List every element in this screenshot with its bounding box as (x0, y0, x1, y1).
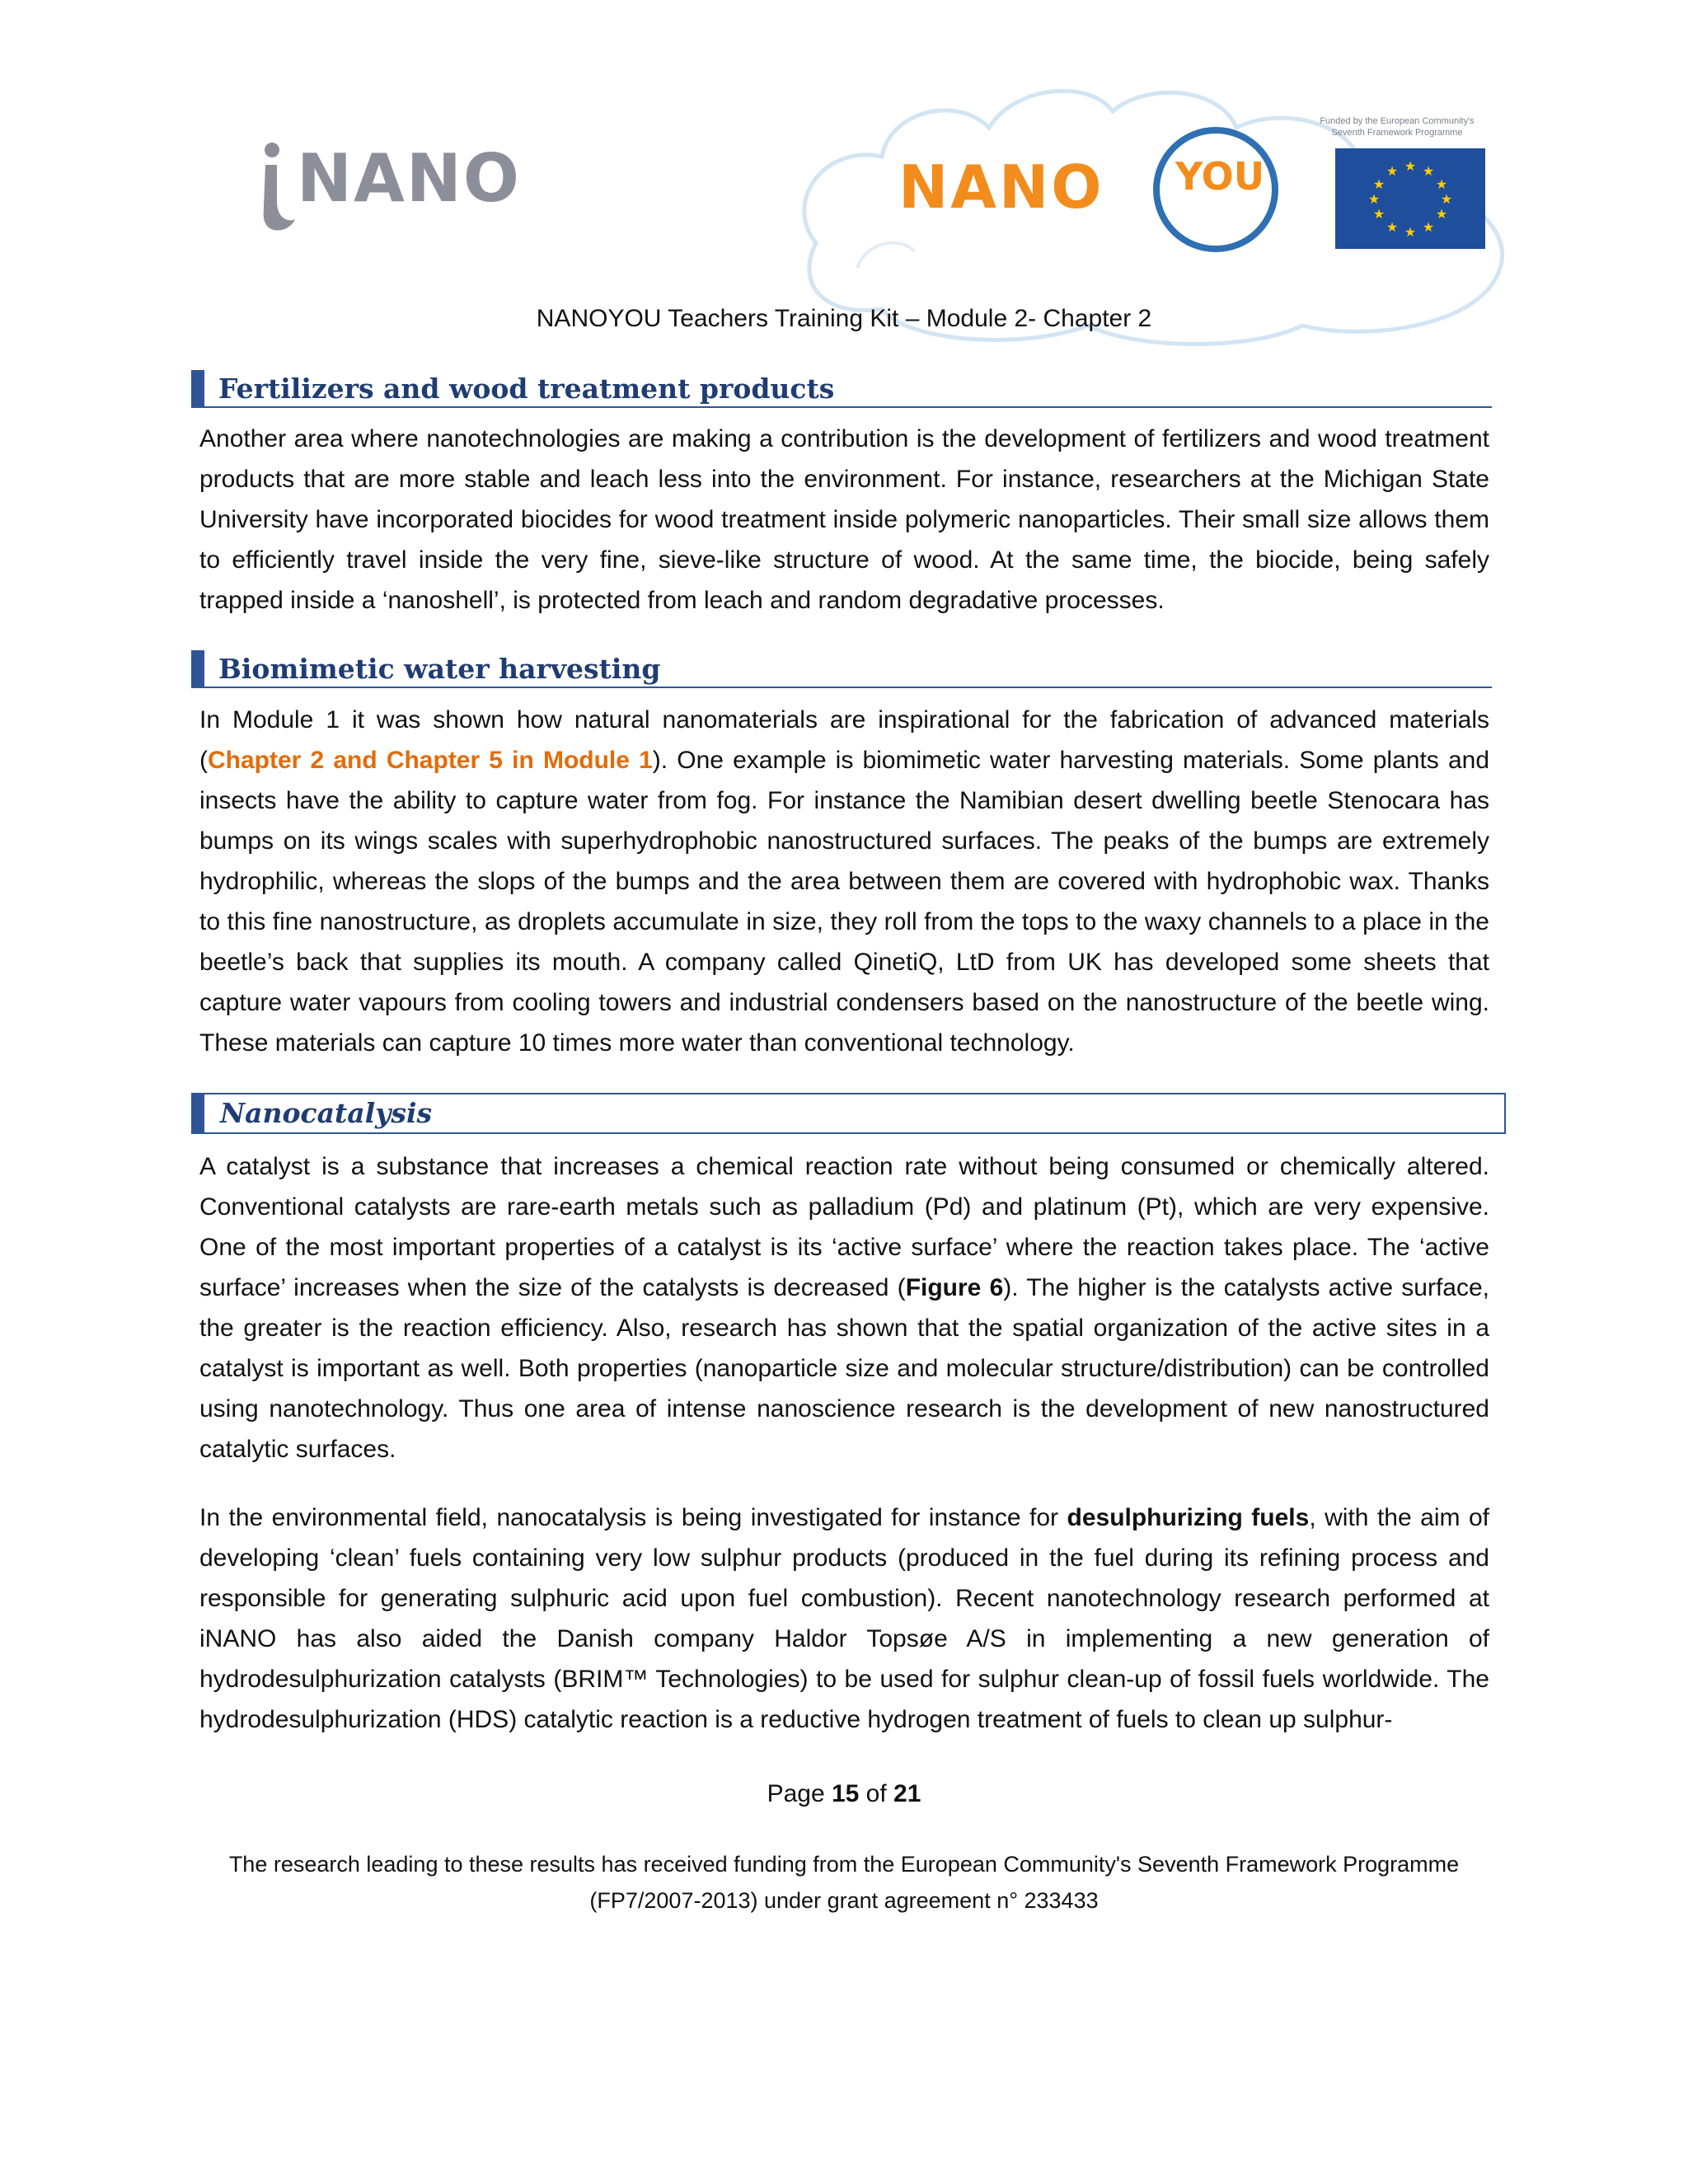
svg-text:★: ★ (1404, 224, 1417, 240)
page-prefix: Page (767, 1780, 832, 1807)
paragraph-biomimetic (199, 700, 1489, 1063)
text-run: ). The higher is the catalysts active surface, the greater is the reaction efficiency. Also, research has shown that the spatial organization of the active sites in a catalyst is important as well. Both properties (nanoparticle size and molecular structure/distribution) can be controlled using nanotechnology. Thus one area of intense nanoscience research is the development of new nanostructured catalytic surfaces. (199, 1274, 1490, 1463)
module-link[interactable]: Chapter 2 and Chapter 5 in Module 1 (208, 747, 653, 774)
heading-accent-bar (191, 370, 204, 408)
svg-text:★: ★ (1367, 191, 1381, 207)
eu-funding-block (1306, 115, 1488, 255)
text-run: A catalyst is a substance that increases a chemical reaction rate without being consumed or chemically altered. Conventional catalysts are rare-earth metals such as palladium (Pd) and platinum (Pt), which are very expensive. One of the most important properties of a catalyst is its ‘active surface’ where the reaction takes place. The ‘active surface’ increases when the size of the catalysts is decreased ( (199, 1153, 1489, 1301)
funding-line-1: The research leading to these results has received funding from the European Community's Seventh Framework Programme (228, 1852, 1460, 1877)
section-title: Nanocatalysis (220, 1097, 433, 1129)
svg-text:★: ★ (1372, 176, 1386, 192)
page-total: 21 (893, 1780, 921, 1807)
eu-flag-icon (1335, 148, 1485, 249)
paragraph-nanocatalysis-2 (199, 1497, 1489, 1740)
svg-text:★: ★ (1435, 206, 1448, 222)
page-of: of (859, 1780, 894, 1807)
heading-accent-bar (191, 650, 204, 688)
svg-text:★: ★ (1372, 206, 1386, 222)
bold-term: desulphurizing fuels (1067, 1504, 1310, 1531)
text-run: In the environmental field, nanocatalysis is being investigated for instance for (199, 1504, 1067, 1531)
svg-text:★: ★ (1404, 158, 1417, 174)
inano-logo-text: NANO (297, 140, 521, 217)
funding-line-2: (FP7/2007-2013) under grant agreement n° 233433 (589, 1888, 1099, 1913)
page-number (0, 1780, 1688, 1808)
nanoyou-you-text: YOU (1175, 154, 1265, 199)
nanoyou-logo-text: NANO (898, 152, 1104, 222)
heading-rule (191, 406, 1492, 408)
text-run: , with the aim of developing ‘clean’ fuels containing very low sulphur products (produced in the fuel during its refining process and responsible for generating sulphuric acid upon fuel combustion). Recent nanotechnology research performed at iNANO has also aided the Danish company Haldor Topsøe A/S in implementing a new generation of hydrodesulphurization catalysts (BRIM™ Technologies) to be used for sulphur clean-up of fossil fuels worldwide. The hydrodesulphurization (HDS) catalytic reaction is a reductive hydrogen treatment of fuels to clean up sulphur- (199, 1504, 1489, 1733)
section-heading-nanocatalysis (191, 1093, 1506, 1134)
svg-text:★: ★ (1435, 176, 1448, 192)
inano-i-icon (249, 140, 297, 232)
svg-text:★: ★ (1422, 163, 1435, 179)
svg-text:★: ★ (1386, 163, 1399, 179)
section-heading-biomimetic (191, 650, 1492, 688)
section-title: Biomimetic water harvesting (218, 653, 661, 685)
text-run: ). One example is biomimetic water harvesting materials. Some plants and insects have the ability to capture water from fog. For instance the Namibian desert dwelling beetle Stenocara has bumps on its wings scales with superhydrophobic nanostructured surfaces. The peaks of the bumps are extremely hydrophilic, whereas the slops of the bumps and the area between them are covered with hydrophobic wax. Thanks to this fine nanostructure, as droplets accumulate in size, they roll from the tops to the waxy channels to a place in the beetle’s back that supplies its mouth. A company called QinetiQ, LtD from UK has developed some sheets that capture water vapours from cooling towers and industrial condensers based on the nanostructure of the beetle wing. These materials can capture 10 times more water than conventional technology. (199, 747, 1490, 1057)
inano-logo (239, 124, 521, 231)
figure-reference[interactable]: Figure 6 (905, 1274, 1004, 1301)
text-run: In Module 1 it was shown how natural nanomaterials are inspirational for the fabrication of advanced materials ( (199, 706, 1489, 774)
funding-notice (165, 1846, 1523, 1919)
heading-accent-bar (191, 1093, 204, 1134)
running-title: NANOYOU Teachers Training Kit – Module 2- Chapter 2 (536, 305, 1152, 332)
page-current: 15 (831, 1780, 860, 1807)
section-heading-fertilizers (191, 370, 1492, 408)
eu-caption: Funded by the European Community's Seventh Framework Programme (1320, 116, 1475, 138)
section-title: Fertilizers and wood treatment products (218, 373, 835, 405)
paragraph-nanocatalysis-1 (199, 1146, 1489, 1469)
nanoyou-circle-icon (1146, 124, 1286, 255)
paragraph-fertilizers: Another area where nanotechnologies are making a contribution is the development of fertilizers and wood treatment products that are more stable and leach less into the environment. For instance, researchers at the Michigan State University have incorporated biocides for wood treatment inside polymeric nanoparticles. Their small size allows them to efficiently travel inside the very fine, sieve-like structure of wood. At the same time, the biocide, being safely trapped inside a ‘nanoshell’, is protected from leach and random degradative processes. (199, 425, 1489, 614)
nanoyou-logo (898, 124, 1294, 247)
heading-rule (191, 687, 1492, 688)
svg-text:★: ★ (1422, 219, 1435, 235)
svg-text:★: ★ (1386, 219, 1399, 235)
svg-text:★: ★ (1440, 191, 1453, 207)
